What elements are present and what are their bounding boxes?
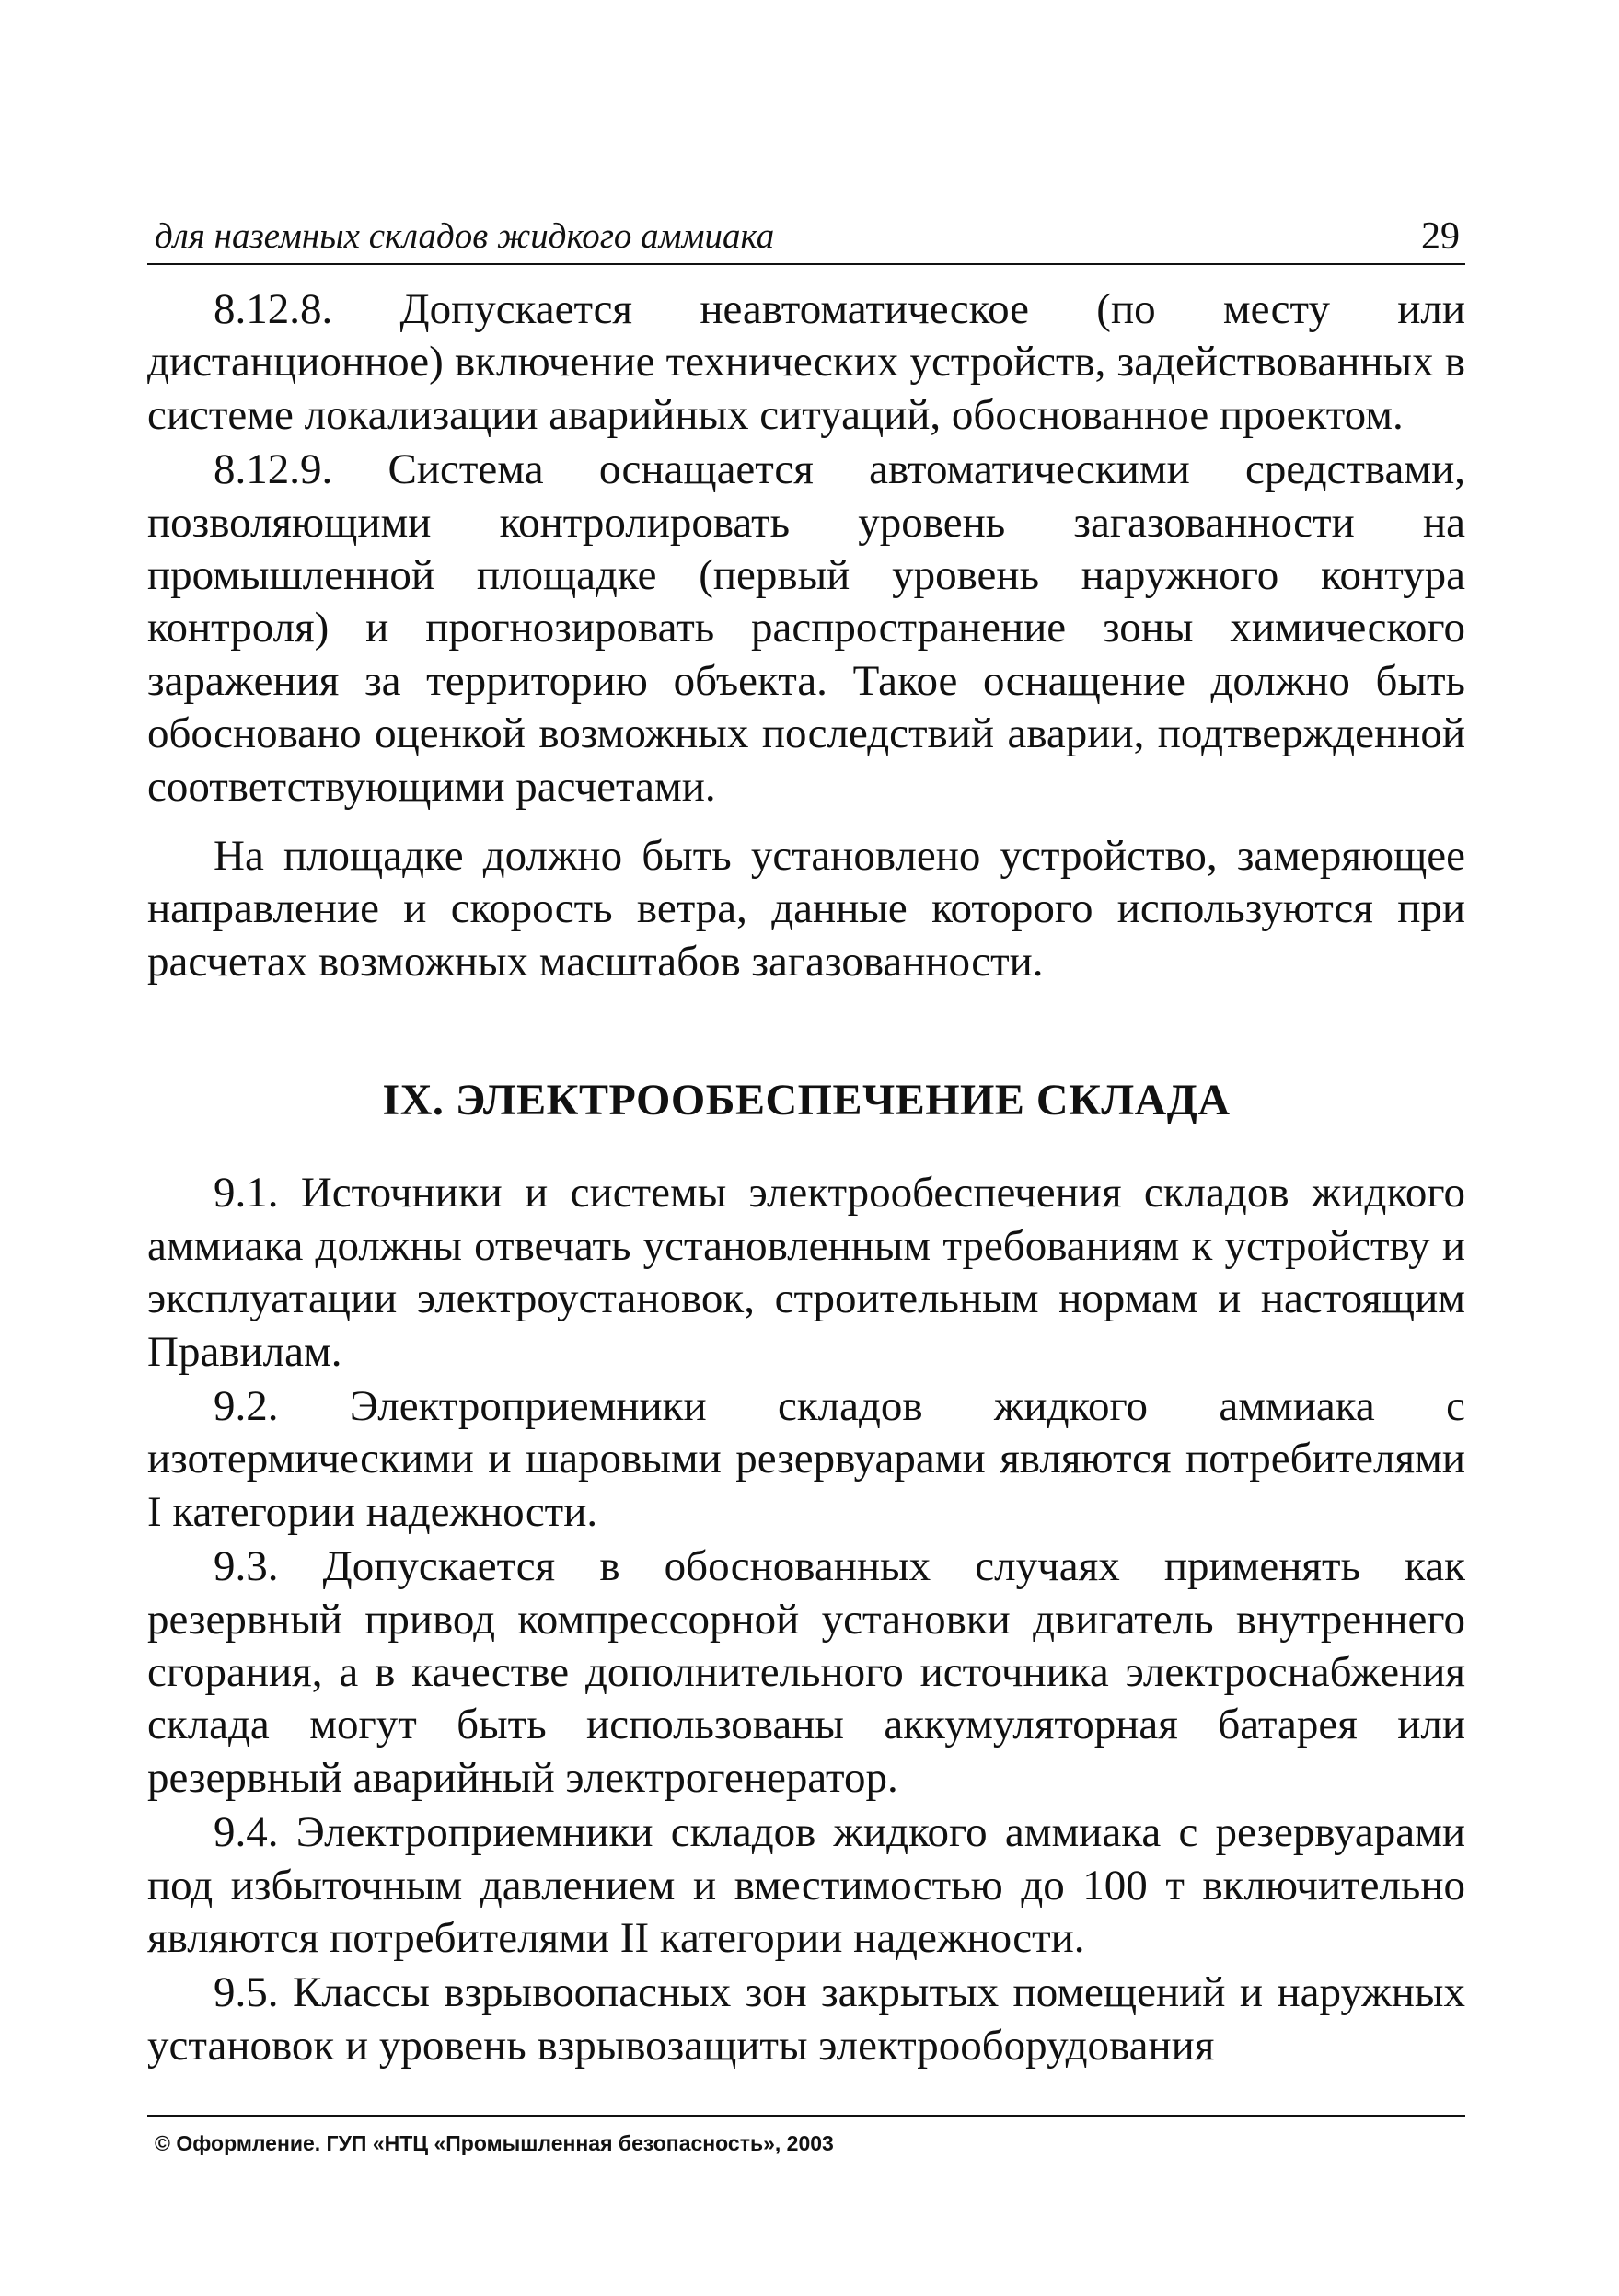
paragraph-9-2: 9.2. Электроприемники складов жидкого аммиака с изотермическими и шаровыми резервуарами являются потребителями I категории надежности. — [147, 1381, 1465, 1536]
page-number: 29 — [1421, 215, 1460, 258]
paragraph-9-1: 9.1. Источники и системы электрообеспечения складов жидкого аммиака должны отвечать установленным требованиям к устройству и эксплуатации электроустановок, строительным нормам и настоящим Правилам. — [147, 1169, 1465, 1376]
running-header — [147, 213, 1465, 265]
body-text — [147, 283, 1465, 2072]
paragraph-8-12-8: 8.12.8. Допускается неавтоматическое (по месту или дистанционное) включение технических устройств, задействованных в системе локализации аварийных ситуаций, обоснованное проектом. — [147, 285, 1465, 439]
paragraph-9-4: 9.4. Электроприемники складов жидкого аммиака с резервуарами под избыточным давлением и вместимостью до 100 т включительно являются потребителями II категории надежности. — [147, 1808, 1465, 1962]
section-heading: IX. ЭЛЕКТРООБЕСПЕЧЕНИЕ СКЛАДА — [382, 1076, 1231, 1125]
document-page — [147, 0, 1465, 2296]
running-header-title: для наземных складов жидкого аммиака — [155, 216, 775, 256]
footer-divider — [147, 2115, 1465, 2117]
paragraph-9-3: 9.3. Допускается в обоснованных случаях применять как резервный привод компрессорной установки двигатель внутреннего сгорания, а в качестве дополнительного источника электроснабжения склада могут быть использованы аккумуляторная батарея или резервный аварийный электрогенератор. — [147, 1542, 1465, 1802]
paragraph-wind-device: На площадке должно быть установлено устройство, замеряющее направление и скорость ветра, данные которого используются при расчетах возможных масштабов загазованности. — [147, 832, 1465, 986]
paragraph-9-5: 9.5. Классы взрывоопасных зон закрытых помещений и наружных установок и уровень взрывозащиты электрооборудования — [147, 1968, 1465, 2070]
paragraph-8-12-9: 8.12.9. Система оснащается автоматическими средствами, позволяющими контролировать уровень загазованности на промышленной площадке (первый уровень наружного контура контроля) и прогнозировать распространение зоны химического заражения за территорию объекта. Такое оснащение должно быть обосновано оценкой возможных последствий аварии, подтвержденной соответствующими расчетами. — [147, 445, 1465, 811]
footer-copyright: © Оформление. ГУП «НТЦ «Промышленная безопасность», 2003 — [155, 2131, 834, 2155]
